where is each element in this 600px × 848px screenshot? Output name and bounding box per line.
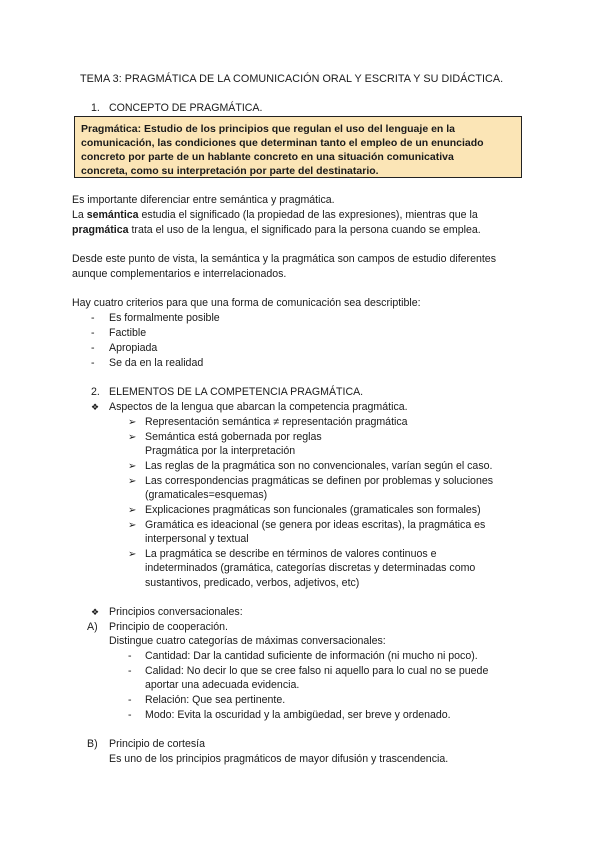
list-item: Las reglas de la pragmática son no convencionales, varían según el caso. <box>145 460 493 472</box>
definition-box <box>74 116 522 178</box>
bold-term: pragmática <box>72 224 129 236</box>
list-item: Representación semántica ≠ representación pragmática <box>145 416 408 428</box>
criteria-intro: Hay cuatro criterios para que una forma de comunicación sea descriptible: <box>72 297 421 309</box>
list-item-continuation: (gramaticales=esquemas) <box>145 489 268 501</box>
section-number: 2. <box>91 386 100 398</box>
principle-title: Principio de cooperación. <box>109 621 228 633</box>
arrow-bullet-icon: ➢ <box>128 520 137 531</box>
list-item: Las correspondencias pragmáticas se definen por problemas y soluciones <box>145 475 494 487</box>
dash-bullet: - <box>128 650 132 662</box>
dash-bullet: - <box>91 357 95 369</box>
paragraph-line: aunque complementarios e interrelacionados. <box>72 268 287 280</box>
bold-term: semántica <box>86 209 139 221</box>
dash-bullet: - <box>128 665 132 677</box>
diamond-bullet-icon: ❖ <box>91 607 100 617</box>
list-item: Relación: Que sea pertinente. <box>145 694 286 706</box>
list-item-continuation: indeterminados (gramática, categorías discretas y determinadas como <box>145 562 476 574</box>
section-heading: ELEMENTOS DE LA COMPETENCIA PRAGMÁTICA. <box>109 386 364 398</box>
text-fragment: trata el uso de la lengua, el significado para la persona cuando se emplea. <box>128 224 481 236</box>
section-heading: CONCEPTO DE PRAGMÁTICA. <box>109 102 263 114</box>
text-fragment: estudia el significado (la propiedad de las expresiones), mientras que la <box>138 209 478 221</box>
definition-line: Pragmática: Estudio de los principios que regulan el uso del lenguaje en la <box>81 123 456 135</box>
list-item-continuation: sustantivos, predicado, verbos, adjetivos, etc) <box>145 577 360 589</box>
paragraph-line: Desde este punto de vista, la semántica y la pragmática son campos de estudio diferentes <box>72 253 496 265</box>
list-heading: Aspectos de la lengua que abarcan la competencia pragmática. <box>109 401 408 413</box>
dash-bullet: - <box>91 342 95 354</box>
principle-text: Es uno de los principios pragmáticos de mayor difusión y trascendencia. <box>109 753 449 765</box>
definition-line: concreta, como su interpretación por parte del destinatario. <box>81 165 379 177</box>
arrow-bullet-icon: ➢ <box>128 505 137 516</box>
text-fragment: La <box>72 209 87 221</box>
arrow-bullet-icon: ➢ <box>128 476 137 487</box>
dash-bullet: - <box>128 709 132 721</box>
list-item: Explicaciones pragmáticas son funcionales (gramaticales son formales) <box>145 504 481 516</box>
arrow-bullet-icon: ➢ <box>128 417 137 428</box>
paragraph-line <box>72 223 481 238</box>
paragraph-line <box>72 208 478 223</box>
list-item: Semántica está gobernada por reglas <box>145 431 322 443</box>
list-item: Se da en la realidad <box>109 357 204 369</box>
list-item: Cantidad: Dar la cantidad suficiente de información (ni mucho ni poco). <box>145 650 478 662</box>
arrow-bullet-icon: ➢ <box>128 461 137 472</box>
arrow-bullet-icon: ➢ <box>128 549 137 560</box>
list-item-continuation: interpersonal y textual <box>145 533 249 545</box>
list-item: Calidad: No decir lo que se cree falso ni aquello para lo cual no se puede <box>145 665 489 677</box>
dash-bullet: - <box>128 694 132 706</box>
section-number: 1. <box>91 102 100 114</box>
item-label: A) <box>87 621 98 633</box>
item-label: B) <box>87 738 98 750</box>
dash-bullet: - <box>91 312 95 324</box>
paragraph-line: Es importante diferenciar entre semántica y pragmática. <box>72 194 335 206</box>
list-item: Apropiada <box>109 342 158 354</box>
list-item-continuation: Pragmática por la interpretación <box>145 445 296 457</box>
list-item: La pragmática se describe en términos de valores continuos e <box>145 548 437 560</box>
list-item: Modo: Evita la oscuridad y la ambigüedad, ser breve y ordenado. <box>145 709 451 721</box>
definition-line: concreto por parte de un hablante concreto en una situación comunicativa <box>81 151 454 163</box>
page-title: TEMA 3: PRAGMÁTICA DE LA COMUNICACIÓN ORAL Y ESCRITA Y SU DIDÁCTICA. <box>80 73 504 85</box>
principle-intro: Distingue cuatro categorías de máximas conversacionales: <box>109 635 386 647</box>
list-item: Gramática es ideacional (se genera por ideas escritas), la pragmática es <box>145 519 486 531</box>
list-item: Es formalmente posible <box>109 312 220 324</box>
list-heading: Principios conversacionales: <box>109 606 243 618</box>
list-item: Factible <box>109 327 147 339</box>
dash-bullet: - <box>91 327 95 339</box>
list-item-continuation: aportar una adecuada evidencia. <box>145 679 300 691</box>
diamond-bullet-icon: ❖ <box>91 402 100 412</box>
definition-line: comunicación, las condiciones que determinan tanto el empleo de un enunciado <box>81 137 484 149</box>
principle-title: Principio de cortesía <box>109 738 205 750</box>
arrow-bullet-icon: ➢ <box>128 432 137 443</box>
